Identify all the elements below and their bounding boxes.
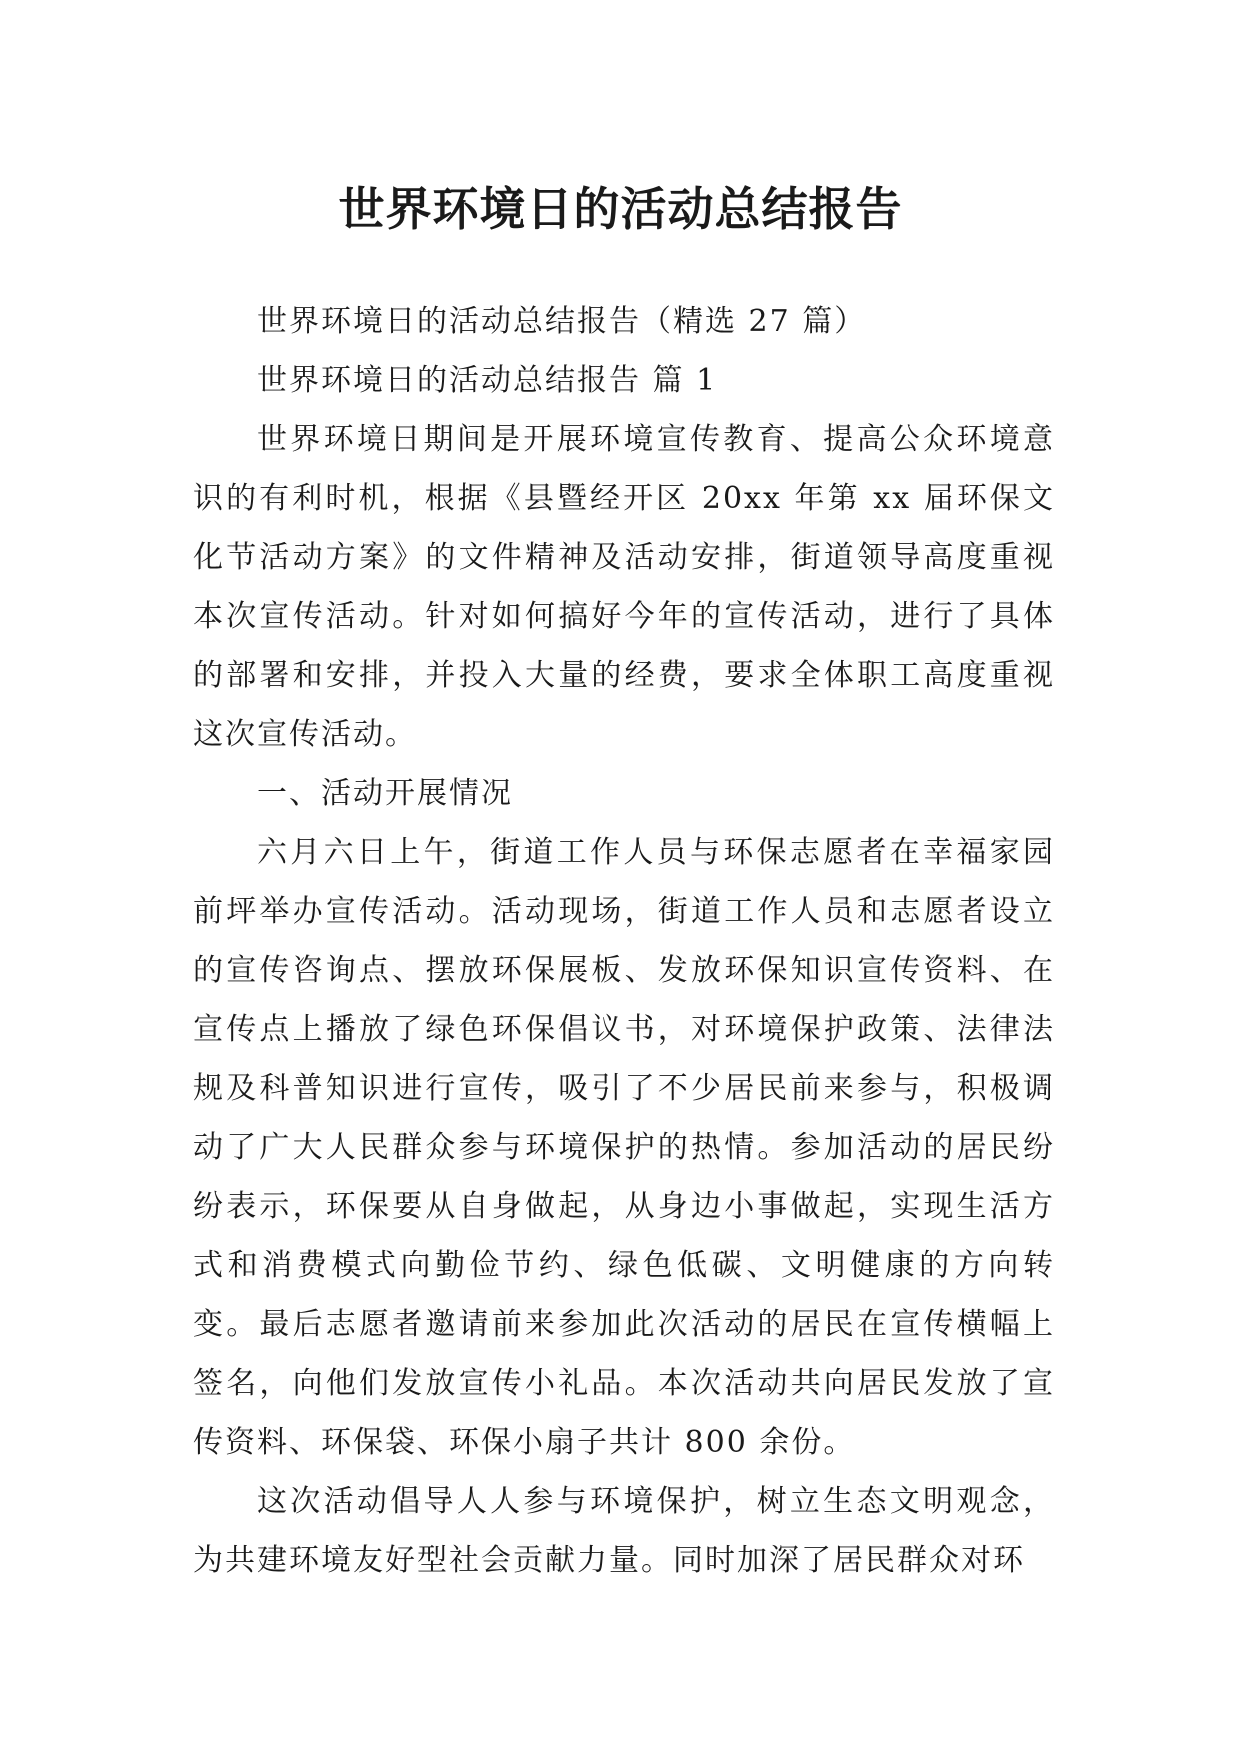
document-title: 世界环境日的活动总结报告	[338, 181, 903, 236]
document-body	[193, 292, 1055, 1590]
paragraph-activity-details: 六月六日上午，街道工作人员与环保志愿者在幸福家园前坪举办宣传活动。活动现场，街道工作人员和志愿者设立的宣传咨询点、摆放环保展板、发放环保知识宣传资料、在宣传点上播放了绿色环保倡议书，对环境保护政策、法律法规及科普知识进行宣传，吸引了不少居民前来参与，积极调动了广大人民群众参与环境保护的热情。参加活动的居民纷纷表示，环保要从自身做起，从身边小事做起，实现生活方式和消费模式向勤俭节约、绿色低碳、文明健康的方向转变。最后志愿者邀请前来参加此次活动的居民在宣传横幅上签名，向他们发放宣传小礼品。本次活动共向居民发放了宣传资料、环保袋、环保小扇子共计 800 余份。	[193, 835, 1055, 1460]
section-heading-activity: 一、活动开展情况	[257, 776, 513, 811]
section-title: 世界环境日的活动总结报告 篇 1	[257, 363, 718, 398]
document-subtitle: 世界环境日的活动总结报告（精选 27 篇）	[257, 304, 867, 339]
paragraph-conclusion: 这次活动倡导人人参与环境保护，树立生态文明观念，为共建环境友好型社会贡献力量。同时加深了居民群众对环	[193, 1484, 1055, 1578]
paragraph-intro: 世界环境日期间是开展环境宣传教育、提高公众环境意识的有利时机，根据《县暨经开区 20xx 年第 xx 届环保文化节活动方案》的文件精神及活动安排，街道领导高度重视本次宣传活动。针对如何搞好今年的宣传活动，进行了具体的部署和安排，并投入大量的经费，要求全体职工高度重视这次宣传活动。	[193, 422, 1055, 752]
